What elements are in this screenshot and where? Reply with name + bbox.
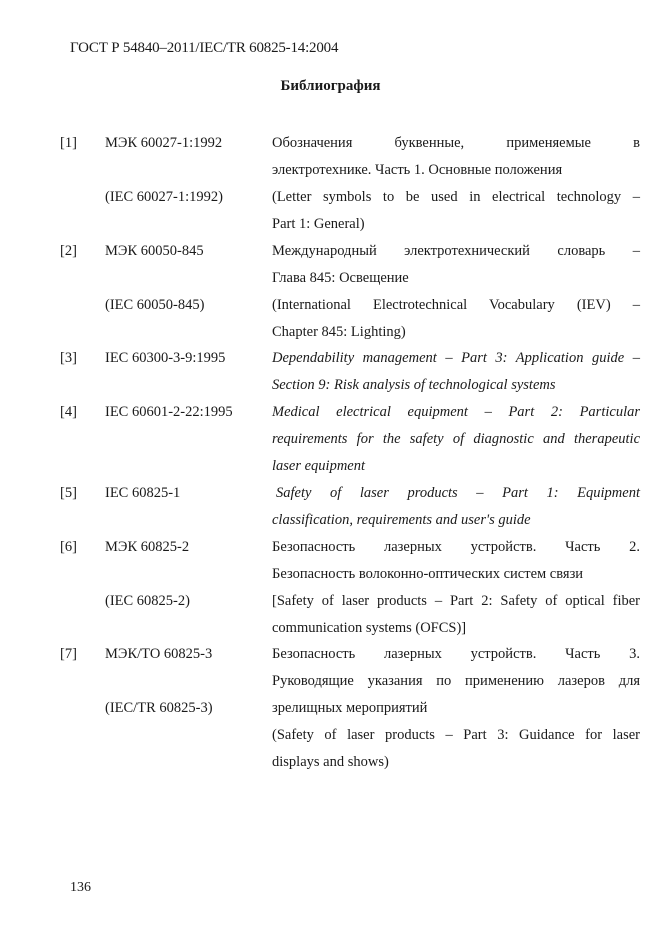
ref-text-line: (Safety of laser products – Part 3: Guidance for laser [272,727,640,743]
ref-text-line: Safety of laser products – Part 1: Equipment [276,485,640,501]
ref-text-line: электротехнике. Часть 1. Основные положения [272,162,563,178]
ref-number: [2] [60,243,77,259]
page-number: 136 [70,880,91,895]
ref-code: IEC 60825-1 [105,485,181,501]
ref-number: [4] [60,404,77,420]
ref-text-line: requirements for the safety of diagnostic and therapeutic [272,431,640,447]
ref-text-line: Chapter 845: Lighting) [272,324,406,340]
ref-text-line: Medical electrical equipment – Part 2: Particular [272,404,640,420]
ref-text-line: displays and shows) [272,754,389,770]
ref-code: (IEC 60050-845) [105,297,205,313]
ref-text-line: Безопасность волоконно-оптических систем связи [272,566,584,582]
ref-text-line: Обозначения буквенные, применяемые в [272,135,640,151]
ref-code: (IEC 60825-2) [105,593,190,609]
ref-text-line: laser equipment [272,458,366,474]
ref-code: IEC 60601-2-22:1995 [105,404,233,420]
ref-text-line: (Letter symbols to be used in electrical technology – [272,189,640,205]
ref-text-line: Руководящие указания по применению лазеров для [272,673,640,689]
ref-text-line: Part 1: General) [272,216,365,232]
ref-code: (IEC/TR 60825-3) [105,700,213,716]
ref-text-line: communication systems (OFCS)] [272,620,467,636]
ref-number: [1] [60,135,77,151]
document-header: ГОСТ Р 54840–2011/IEC/TR 60825-14:2004 [70,40,339,56]
ref-code: МЭК/ТО 60825-3 [105,646,213,662]
ref-code: МЭК 60050-845 [105,243,204,259]
ref-text-line: Безопасность лазерных устройств. Часть 2. [272,539,640,555]
ref-number: [3] [60,350,77,366]
ref-number: [7] [60,646,77,662]
ref-text-line: (International Electrotechnical Vocabulary (IEV) – [272,297,640,313]
ref-text-line: Dependability management – Part 3: Application guide – [272,350,640,366]
ref-text-line: Глава 845: Освещение [272,270,409,286]
ref-text-line: Безопасность лазерных устройств. Часть 3. [272,646,640,662]
ref-code: IEC 60300-3-9:1995 [105,350,226,366]
ref-text-line: Section 9: Risk analysis of technological systems [272,377,556,393]
ref-text-line: classification, requirements and user's guide [272,512,531,528]
ref-code: МЭК 60825-2 [105,539,190,555]
ref-code: (IEC 60027-1:1992) [105,189,223,205]
ref-number: [6] [60,539,77,555]
ref-text-line: Международный электротехнический словарь – [272,243,640,259]
ref-text-line: [Safety of laser products – Part 2: Safety of optical fiber [272,593,640,609]
bibliography-title: Библиография [280,78,381,94]
ref-code: МЭК 60027-1:1992 [105,135,223,151]
ref-number: [5] [60,485,77,501]
ref-text-line: зрелищных мероприятий [272,700,428,716]
